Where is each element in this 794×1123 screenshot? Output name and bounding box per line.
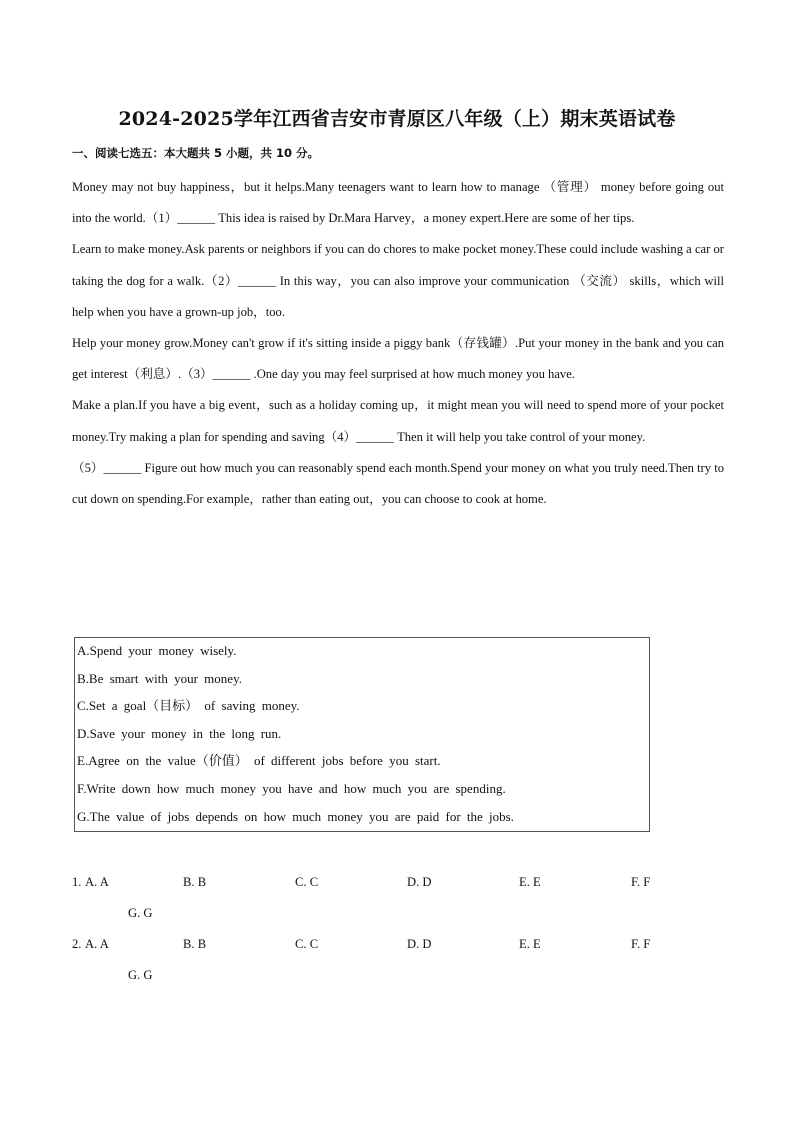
choice-d[interactable]: D. D [407, 937, 432, 951]
option-b: B.Be smart with your money. [77, 670, 242, 686]
question-number: 1. [72, 875, 82, 889]
choice-f[interactable]: F. F [631, 875, 651, 889]
option-g: G.The value of jobs depends on how much money you are paid for the jobs. [77, 808, 514, 824]
option-a: A.Spend your money wisely. [77, 643, 237, 658]
passage-paragraph: Money may not buy happiness，but it helps.Many teenagers want to learn how to manage （管理） money before going out into the world.（1）______ This idea is raised by Dr.Mara Harvey，a money expert.Here are some of her tips. [72, 180, 724, 226]
choice-e[interactable]: E. E [519, 875, 541, 889]
passage-paragraph: Help your money grow.Money can't grow if it's sitting inside a piggy bank（存钱罐）.Put your money in the bank and you can get interest（利息）.（3）______ .One day you may feel surprised at how much money you have. [72, 336, 724, 382]
choice-d[interactable]: D. D [407, 875, 432, 889]
choice-g[interactable]: G. G [128, 968, 153, 982]
choice-e[interactable]: E. E [519, 937, 541, 951]
page-title: 2024-2025学年江西省吉安市青原区八年级（上）期末英语试卷 [118, 108, 676, 130]
choice-b[interactable]: B. B [183, 937, 207, 951]
question-number: 2. [72, 937, 82, 951]
section-heading: 一、阅读七选五：本大题共 5 小题，共 10 分。 [72, 146, 320, 160]
question-2-row [72, 934, 712, 954]
option-c: C.Set a goal（目标） of saving money. [77, 698, 300, 714]
passage-paragraph: Make a plan.If you have a big event，such as a holiday coming up，it might mean you will need to spend more of your pocket money.Try making a plan for spending and saving（4）______ Then it will help you take control of your money. [72, 398, 724, 444]
choice-a[interactable]: A. A [85, 875, 109, 889]
passage-paragraph: Learn to make money.Ask parents or neighbors if you can do chores to make pocket money.These could include washing a car or taking the dog for a walk.（2）______ In this way，you can also improve your communication （交流） skills，which will help when you have a grown-up job，too. [72, 242, 724, 319]
choice-b[interactable]: B. B [183, 875, 207, 889]
option-e: E.Agree on the value（价值） of different jobs before you start. [77, 753, 441, 769]
option-d: D.Save your money in the long run. [77, 725, 282, 741]
choice-a[interactable]: A. A [85, 937, 109, 951]
choice-g[interactable]: G. G [128, 906, 153, 920]
option-f: F.Write down how much money you have and how much you are spending. [77, 780, 506, 796]
choice-c[interactable]: C. C [295, 937, 319, 951]
reading-passage [72, 172, 724, 515]
options-box [74, 637, 650, 832]
question-1-row [72, 872, 712, 892]
choice-f[interactable]: F. F [631, 937, 651, 951]
question-1-row-cont [72, 903, 712, 923]
passage-paragraph: （5）______ Figure out how much you can reasonably spend each month.Spend your money on what you truly need.Then try to cut down on spending.For example，rather than eating out，you can choose to cook at home. [72, 460, 724, 507]
question-2-row-cont [72, 965, 712, 985]
choice-c[interactable]: C. C [295, 875, 319, 889]
